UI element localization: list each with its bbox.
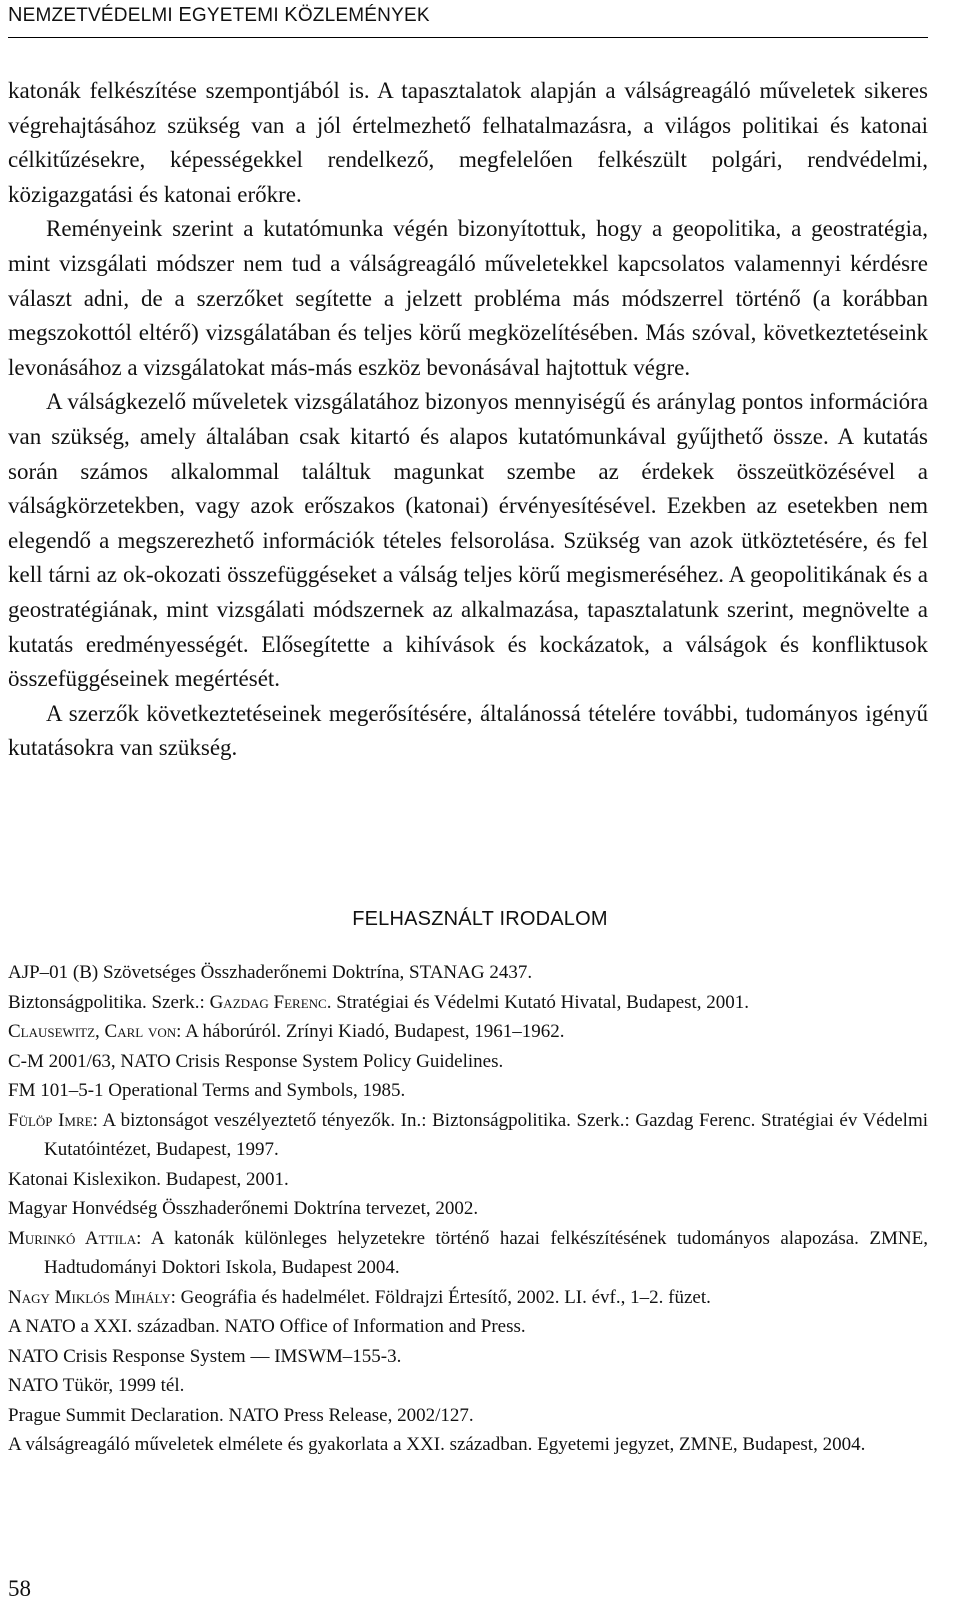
references-list: [8, 958, 928, 1460]
paragraph: A válságkezelő műveletek vizsgálatához bizonyos mennyiségű és aránylag pontos információra van szükség, amely általában csak kitartó és alapos kutatómunkával gyűjthető össze. A kutatás során számos alkalommal találtuk magunkat szembe az érdekek összeütközésével a válságkörzetekben, vagy azok erőszakos (katonai) érvényesítésével. Ezekben az esetekben nem elegendő a megszerezhető információk tételes felsorolása. Szükség van azok ütköztetésére, és fel kell tárni az ok-okozati összefüggéseket a válság teljes körű megismeréséhez. A geopolitikának és a geostratégiának, mint vizsgálati módszernek az alkalmazása, tapasztalatunk szerint, megnövelte a kutatás eredményességét. Elősegítette a kihívások és kockázatok, a válságok és konfliktusok összefüggéseinek megértését.: [8, 389, 928, 692]
reference-author: Fülöp Imre: [8, 1109, 93, 1131]
paragraph: Reményeink szerint a kutatómunka végén bizonyítottuk, hogy a geopolitika, a geostratégia, mint vizsgálati módszer nem tud a válságreagáló műveletekkel kapcsolatos valamennyi kérdésre választ adni, de a szerzőket segítette a jelzett probléma más módszerrel történő (a korábban megszokottól eltérő) vizsgálatában és teljes körű megközelítésében. Más szóval, következtetéseink levonásához a vizsgálatokat más-más eszköz bevonásával hajtottuk végre.: [8, 216, 928, 380]
reference-item: Magyar Honvédség Összhaderőnemi Doktrína tervezet, 2002.: [8, 1198, 479, 1219]
reference-item: Nagy Miklós Mihály: Geográfia és hadelmélet. Földrajzi Értesítő, 2002. LI. évf., 1–2. füzet.: [8, 1286, 711, 1308]
page-number: 58: [8, 1576, 31, 1601]
reference-item: A válságreagáló műveletek elmélete és gyakorlata a XXI. században. Egyetemi jegyzet, ZMNE, Budapest, 2004.: [8, 1434, 866, 1455]
reference-item: NATO Tükör, 1999 tél.: [8, 1375, 185, 1396]
reference-item: AJP–01 (B) Szövetséges Összhaderőnemi Doktrína, STANAG 2437.: [8, 962, 533, 983]
reference-item: NATO Crisis Response System –– IMSWM–155-3.: [8, 1345, 402, 1367]
reference-item: Fülöp Imre: A biztonságot veszélyeztető tényezők. In.: Biztonságpolitika. Szerk.: Gazdag Ferenc. Stratégiai év Védelmi Kutatóintézet, Budapest, 1997.: [8, 1109, 928, 1160]
paragraph: A szerzők következtetéseinek megerősítésére, általánossá tételére további, tudományos igényű kutatásokra van szükség.: [8, 700, 928, 761]
reference-author: Murinkó Attila: [8, 1227, 137, 1249]
reference-item: Clausewitz, Carl von: A háborúról. Zrínyi Kiadó, Budapest, 1961–1962.: [8, 1021, 565, 1042]
reference-item: Murinkó Attila: A katonák különleges helyzetekre történő hazai felkészítésének tudományos alapozása. ZMNE, Hadtudományi Doktori Iskola, Budapest 2004.: [8, 1227, 928, 1278]
running-header-part: KÖZLEMÉNYEK: [284, 4, 430, 26]
references-heading: FELHASZNÁLT IRODALOM: [352, 908, 608, 930]
reference-author: Clausewitz, Carl von: [8, 1021, 177, 1042]
reference-author: Gazdag Ferenc: [209, 991, 327, 1013]
reference-item: FM 101–5-1 Operational Terms and Symbols, 1985.: [8, 1080, 406, 1101]
reference-author: Nagy Miklós Mihály: [8, 1286, 171, 1308]
reference-item: A NATO a XXI. században. NATO Office of Information and Press.: [8, 1316, 526, 1337]
running-header-part: NEMZETVÉDELMI: [8, 4, 179, 26]
running-header: [8, 4, 928, 38]
body-text: [8, 74, 928, 766]
paragraph: katonák felkészítése szempontjából is. A tapasztalatok alapján a válságreagáló műveletek sikeres végrehajtásához szükség van a jól értelmezhető felhatalmazásra, a világos politikai és katonai célkitűzésekre, képességekkel rendelkező, megfelelően felkészült polgári, rendvédelmi, közigazgatási és katonai erőkre.: [8, 78, 928, 207]
running-header-part: EGYETEMI: [178, 4, 285, 26]
reference-item: Katonai Kislexikon. Budapest, 2001.: [8, 1168, 289, 1190]
reference-item: C-M 2001/63, NATO Crisis Response System Policy Guidelines.: [8, 1050, 504, 1072]
reference-item: Biztonságpolitika. Szerk.: Gazdag Ferenc. Stratégiai és Védelmi Kutató Hivatal, Budapest, 2001.: [8, 991, 750, 1013]
reference-item: Prague Summit Declaration. NATO Press Release, 2002/127.: [8, 1404, 474, 1426]
